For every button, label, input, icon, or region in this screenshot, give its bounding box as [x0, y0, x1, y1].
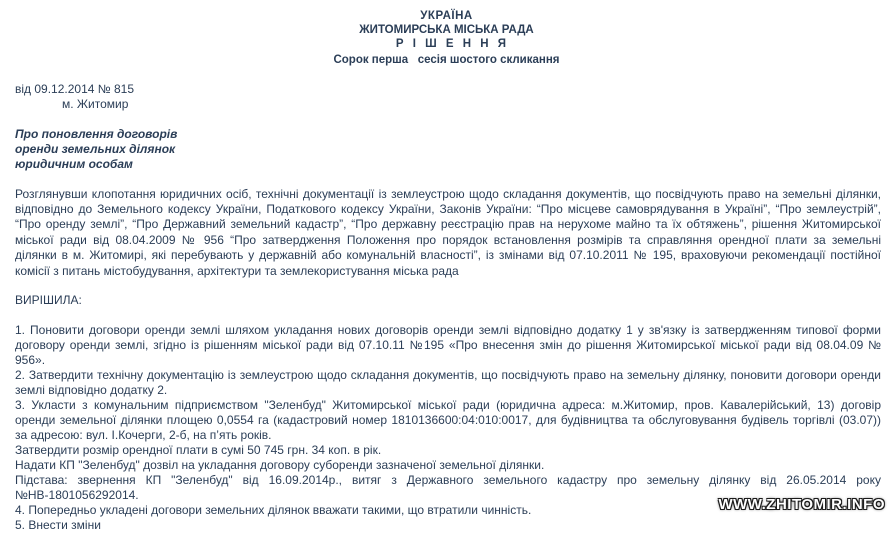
preamble-line: ділянки в м. Житомирі, які перебувають у державній або комунальній власності”, із змінами від 07.10.2011 № 195, враховуючи рекомендації постійної [15, 248, 881, 262]
item-line: оренди земельної ділянки площею 0,0554 га (кадастровий номер 1810136600:04:010:0017, для будівництва та обслуговування будівель торгівлі (03.07)) [15, 413, 881, 427]
item-line: договору оренди землі, згідно із рішенням міської ради від 07.10.11 №195 «Про внесення змін до рішення Житомирської міської ради від 08.04.09 № [15, 338, 881, 352]
item-line: 2. Затвердити технічну документацію із землеустрою щодо складання документів, що посвідчують право на земельну ділянку, поновити договори оренди [15, 368, 881, 382]
item-line: за адресою: вул. І.Кочерги, 2-б, на п’ять років. [15, 428, 272, 442]
preamble-line: комісії з питань містобудування, архітектури та землекористування міська рада [15, 264, 459, 278]
header-session: Сорок перша сесія шостого скликання [333, 54, 560, 66]
site-watermark: WWW.ZHITOMIR.INFO [718, 496, 885, 513]
decision-title-line: оренди земельних ділянок [15, 142, 176, 156]
item-line: землі відповідно додатку 2. [15, 383, 168, 397]
header-country: УКРАЇНА [420, 10, 473, 22]
item-line: Затвердити розмір орендної плати в сумі 50 745 грн. 34 коп. в рік. [15, 443, 382, 457]
item-line: 4. Попередньо укладені договори земельних ділянок вважати такими, що втратили чинність. [15, 503, 532, 517]
preamble-line: міської ради від 08.04.2009 № 956 “Про затвердження Положення про порядок встановлення розмірів та справляння орендної плати за земельні [15, 233, 881, 247]
item-line: 1. Поновити договори оренди землі шляхом укладання нових договорів оренди землі відповідно додатку 1 у зв'язку із затвердженням типової форми [15, 323, 881, 337]
header-decision: Р І Ш Е Н Н Я [395, 38, 510, 50]
preamble-line: “Про оренду землі”, “Про Державний земельний кадастр”, “Про державну реєстрацію прав на нерухоме майно та їх обтяжень”, рішення Житомирської [15, 217, 881, 231]
item-line: №НВ-1801056292014. [15, 488, 139, 502]
resolved-heading: ВИРІШИЛА: [15, 293, 82, 307]
item-line: Підстава: звернення КП "Зеленбуд" від 16.09.2014р., витяг з Державного земельного кадастру про земельну ділянку від 26.05.2014 року [15, 473, 881, 487]
city: м. Житомир [62, 97, 129, 111]
item-line: 5. Внести зміни [15, 518, 101, 532]
item-line: 956». [15, 353, 46, 367]
preamble-line: відповідно до Земельного кодексу України, Податкового кодексу України, Законів України: “Про місцеве самоврядування в Україні”, “Про землеустрій”, [15, 202, 881, 216]
decision-title-line: Про поновлення договорів [15, 127, 178, 141]
item-line: Надати КП "Зеленбуд" дозвіл на укладання договору суборенди зазначеної земельної ділянки. [15, 458, 545, 472]
decision-title-line: юридичним особам [15, 157, 133, 171]
header-council: ЖИТОМИРСЬКА МІСЬКА РАДА [359, 24, 534, 36]
item-line: 3. Укласти з комунальним підприємством "Зеленбуд" Житомирської міської ради (юридична адреса: м.Житомир, пров. Кавалерійський, 13) договір [15, 398, 881, 412]
date-number: від 09.12.2014 № 815 [15, 82, 134, 96]
preamble-line: Розглянувши клопотання юридичних осіб, технічні документації із землеустрою щодо складання документів, що посвідчують право на земельні ділянки, [15, 187, 881, 201]
